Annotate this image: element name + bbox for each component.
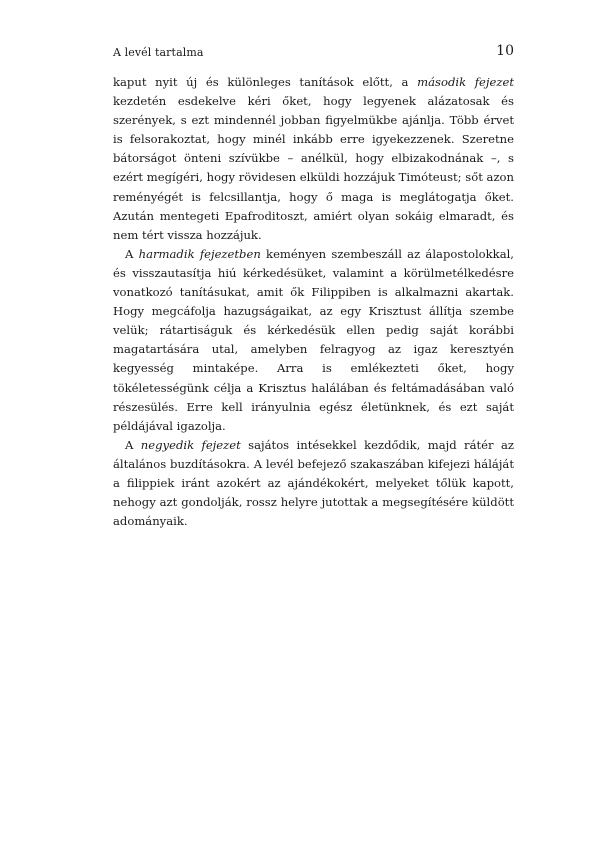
italic-text-run: második fejezet (417, 75, 514, 89)
paragraph (113, 73, 514, 245)
paragraph (113, 436, 514, 531)
page-header (113, 44, 514, 62)
text-run: A (125, 437, 141, 452)
text-run: sajátos intésekkel kezdődik, majd rátér az általános buzdításokra. A levél befejező szakaszában kifejezi háláját a filippiek iránt azokért az ajándékokért, melyeket tőlük kapott, nehogy azt gondolják, rossz helyre jutottak a megsegítésére küldött adományaik. (113, 437, 515, 529)
running-title: A levél tartalma (113, 46, 204, 59)
text-run: kaput nyit új és különleges tanítások előtt, a (113, 75, 418, 89)
italic-text-run: harmadik fejezetben (138, 246, 261, 261)
paragraph (113, 245, 514, 436)
text-run: keményen szembeszáll az álapostolokkal, és visszautasítja hiú kérkedésüket, valamint a körülmetélkedésre vonatkozó tanításukat, amit ők Filippiben is alkalmazni akartak. Hogy megcáfolja hazugságaikat, az egy Krisztust állítja szembe velük; rátartiságuk és kérkedésük ellen pedig saját korábbi magatartására utal, amelyben felragyog az igaz keresztyén kegyesség mintaképe. Arra is emlékezteti őket, hogy tökéletességünk célja a Krisztus halálában és feltámadásában való részesülés. Erre kell irányulnia egész életünknek, és ezt saját példájával igazolja. (113, 246, 514, 433)
text-run: A (125, 246, 139, 261)
italic-text-run: negyedik fejezet (140, 437, 241, 452)
page-number: 10 (496, 43, 514, 59)
body-text (113, 73, 514, 531)
text-run: kezdetén esdekelve kéri őket, hogy legyenek alázatosak és szerények, s ezt mindennél jobban figyelmükbe ajánlja. Több érvet is felsorakoztat, hogy minél inkább erre igyekezzenek. Szeretne bátorságot önteni szívükbe – anélkül, hogy elbizakodnának –, s ezért megígéri, hogy rövidesen elküldi hozzájuk Timóteust; sőt azon reményégét is felcsillantja, hogy ő maga is meglátogatja őket. Azután mentegeti Epafroditoszt, amiért olyan sokáig elmaradt, és nem tért vissza hozzájuk. (113, 94, 515, 242)
